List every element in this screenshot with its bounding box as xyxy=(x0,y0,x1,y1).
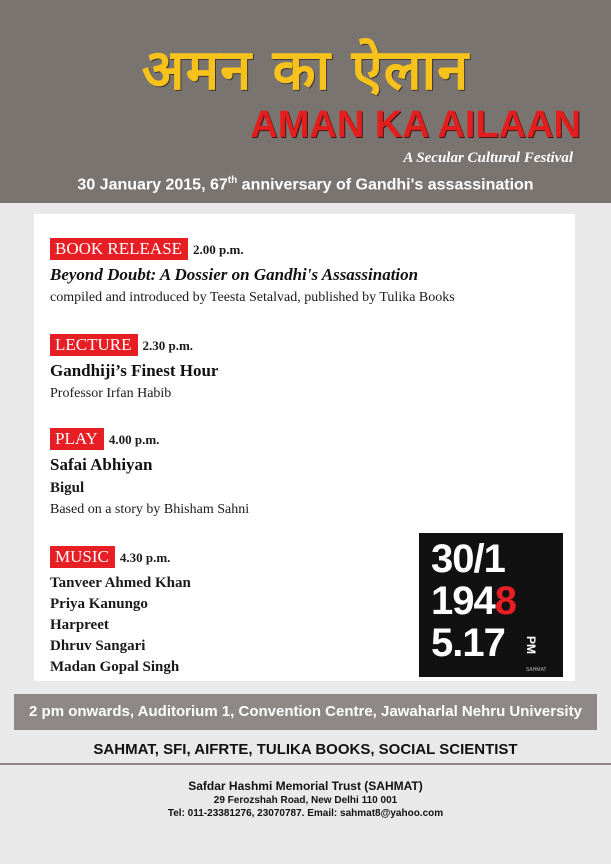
badge-org: SAHMAT xyxy=(526,667,547,673)
performer: Madan Gopal Singh xyxy=(50,659,180,675)
performer: Priya Kanungo xyxy=(50,596,148,612)
event-detail: compiled and introduced by Teesta Setalvad, published by Tulika Books xyxy=(50,290,455,305)
date-line xyxy=(0,175,611,194)
hindi-title: अमन का ऐलान xyxy=(141,38,470,103)
event-tag: MUSIC xyxy=(50,546,115,568)
event-music xyxy=(50,546,191,678)
event-lecture xyxy=(50,334,218,402)
event-title: Safai Abhiyan xyxy=(50,455,153,474)
event-time: 4.00 p.m. xyxy=(108,432,160,448)
header-banner xyxy=(0,0,611,203)
event-detail: Based on a story by Bhisham Sahni xyxy=(50,502,250,517)
event-book-release xyxy=(50,238,455,306)
event-play xyxy=(50,428,249,518)
event-title: Gandhiji’s Finest Hour xyxy=(50,361,219,380)
performer-list xyxy=(50,573,191,678)
date-suffix: anniversary of Gandhi's assassination xyxy=(237,176,534,194)
trust-address: 29 Ferozshah Road, New Delhi 110 001 xyxy=(213,795,398,806)
date-badge xyxy=(419,533,563,677)
date-prefix: 30 January 2015, 67 xyxy=(77,176,228,194)
badge-date: 30/1 xyxy=(431,537,505,581)
event-title: Beyond Doubt: A Dossier on Gandhi's Assassination xyxy=(50,265,419,284)
trust-name: Safdar Hashmi Memorial Trust (SAHMAT) xyxy=(188,779,423,793)
event-tag: LECTURE xyxy=(50,334,138,356)
footer xyxy=(0,778,611,820)
badge-year xyxy=(431,581,516,621)
festival-subtitle: A Secular Cultural Festival xyxy=(403,150,573,166)
date-ordinal: th xyxy=(227,175,238,186)
trust-contact: Tel: 011-23381276, 23070787. Email: sahmat8@yahoo.com xyxy=(167,808,444,819)
event-detail: Professor Irfan Habib xyxy=(50,386,172,401)
event-subtitle: Bigul xyxy=(50,480,85,496)
divider xyxy=(0,763,611,765)
badge-year-main: 194 xyxy=(431,579,495,623)
organizers: SAHMAT, SFI, AIFRTE, TULIKA BOOKS, SOCIAL SCIENTIST xyxy=(93,741,518,758)
event-time: 4.30 p.m. xyxy=(119,550,171,566)
event-tag: BOOK RELEASE xyxy=(50,238,188,260)
performer: Dhruv Sangari xyxy=(50,638,146,654)
badge-year-accent: 8 xyxy=(494,579,516,623)
performer: Harpreet xyxy=(50,617,109,633)
english-title: AMAN KA AILAAN xyxy=(250,104,581,146)
badge-time: 5.17 xyxy=(431,621,505,665)
event-time: 2.30 p.m. xyxy=(142,338,194,354)
event-tag: PLAY xyxy=(50,428,104,450)
venue-bar: 2 pm onwards, Auditorium 1, Convention Centre, Jawaharlal Nehru University xyxy=(14,694,597,730)
badge-pm: PM xyxy=(524,636,538,654)
performer: Tanveer Ahmed Khan xyxy=(50,575,191,591)
event-time: 2.00 p.m. xyxy=(193,242,244,258)
